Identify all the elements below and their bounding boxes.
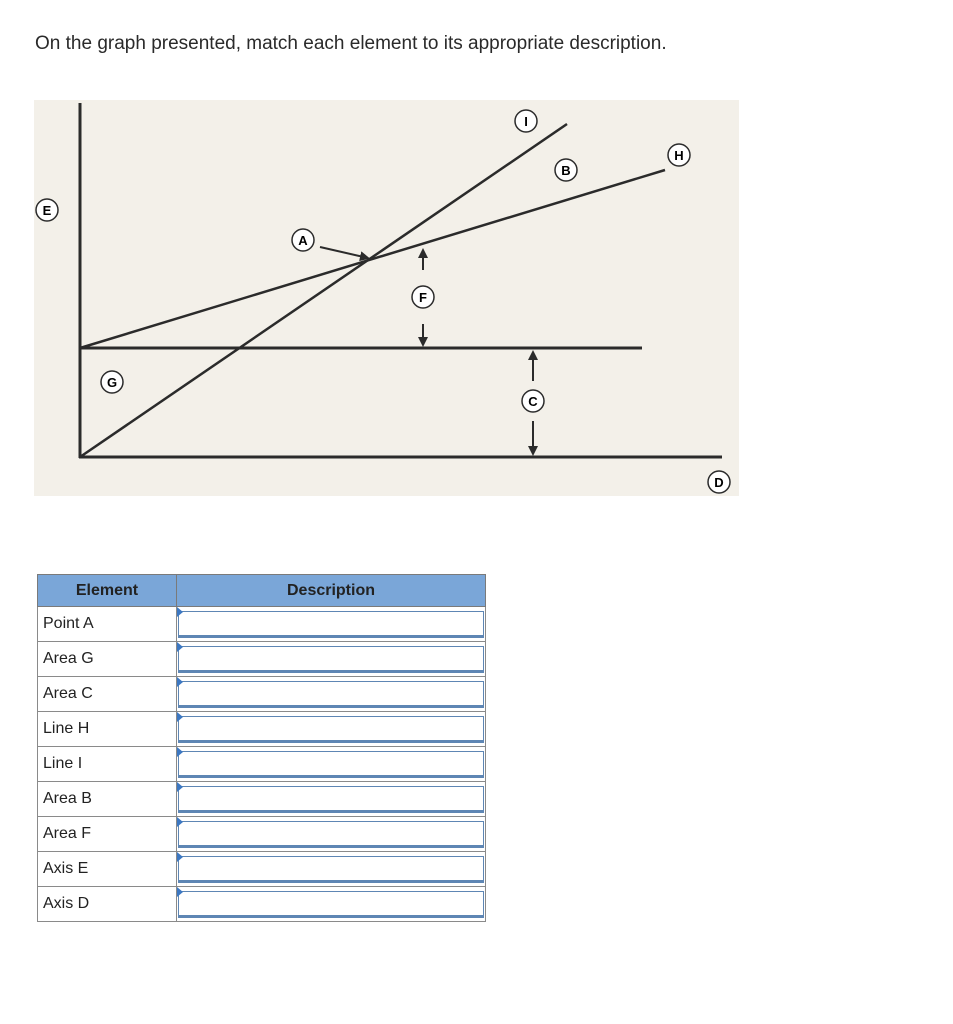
table-row	[38, 677, 486, 712]
header-element: Element	[38, 575, 177, 607]
table-header-row	[38, 575, 486, 607]
description-cell	[177, 712, 486, 747]
label-a	[292, 229, 314, 251]
dropdown-caret-icon	[177, 712, 183, 722]
description-select[interactable]	[178, 646, 484, 673]
table-row	[38, 607, 486, 642]
svg-text:I: I	[524, 114, 528, 129]
element-cell: Line I	[38, 747, 177, 782]
description-cell	[177, 747, 486, 782]
dropdown-caret-icon	[177, 887, 183, 897]
description-select[interactable]	[178, 751, 484, 778]
svg-text:C: C	[528, 394, 538, 409]
description-select[interactable]	[178, 856, 484, 883]
dropdown-caret-icon	[177, 782, 183, 792]
element-cell: Area B	[38, 782, 177, 817]
description-select[interactable]	[178, 611, 484, 638]
dropdown-caret-icon	[177, 642, 183, 652]
element-cell: Axis D	[38, 887, 177, 922]
description-cell	[177, 887, 486, 922]
graph-background	[34, 100, 739, 496]
table-row	[38, 817, 486, 852]
label-f	[412, 286, 434, 308]
description-cell	[177, 677, 486, 712]
label-e	[36, 199, 58, 221]
element-cell: Axis E	[38, 852, 177, 887]
label-d	[708, 471, 730, 493]
table-row	[38, 712, 486, 747]
dropdown-caret-icon	[177, 747, 183, 757]
element-cell: Line H	[38, 712, 177, 747]
dropdown-caret-icon	[177, 677, 183, 687]
label-h	[668, 144, 690, 166]
table-row	[38, 887, 486, 922]
svg-text:E: E	[42, 203, 52, 218]
description-cell	[177, 642, 486, 677]
dropdown-caret-icon	[177, 817, 183, 827]
description-cell	[177, 607, 486, 642]
element-cell: Area C	[38, 677, 177, 712]
svg-text:A: A	[298, 233, 308, 248]
description-cell	[177, 852, 486, 887]
svg-text:H: H	[674, 148, 684, 163]
description-select[interactable]	[178, 786, 484, 813]
svg-text:G: G	[106, 375, 118, 390]
element-cell: Area G	[38, 642, 177, 677]
element-cell: Point A	[38, 607, 177, 642]
svg-text:B: B	[561, 163, 571, 178]
svg-text:F: F	[419, 290, 427, 305]
table-row	[38, 782, 486, 817]
header-description: Description	[177, 575, 486, 607]
description-cell	[177, 782, 486, 817]
description-cell	[177, 817, 486, 852]
description-select[interactable]	[178, 891, 484, 918]
svg-text:D: D	[714, 475, 724, 490]
table-row	[38, 642, 486, 677]
label-c	[522, 390, 544, 412]
description-select[interactable]	[178, 821, 484, 848]
dropdown-caret-icon	[177, 852, 183, 862]
element-cell: Area F	[38, 817, 177, 852]
label-g	[101, 371, 123, 393]
description-select[interactable]	[178, 681, 484, 708]
label-i	[515, 110, 537, 132]
table-row	[38, 747, 486, 782]
matching-table	[37, 574, 486, 922]
table-row	[38, 852, 486, 887]
dropdown-caret-icon	[177, 607, 183, 617]
question-text: On the graph presented, match each element to its appropriate description.	[35, 33, 667, 54]
label-b	[555, 159, 577, 181]
description-select[interactable]	[178, 716, 484, 743]
